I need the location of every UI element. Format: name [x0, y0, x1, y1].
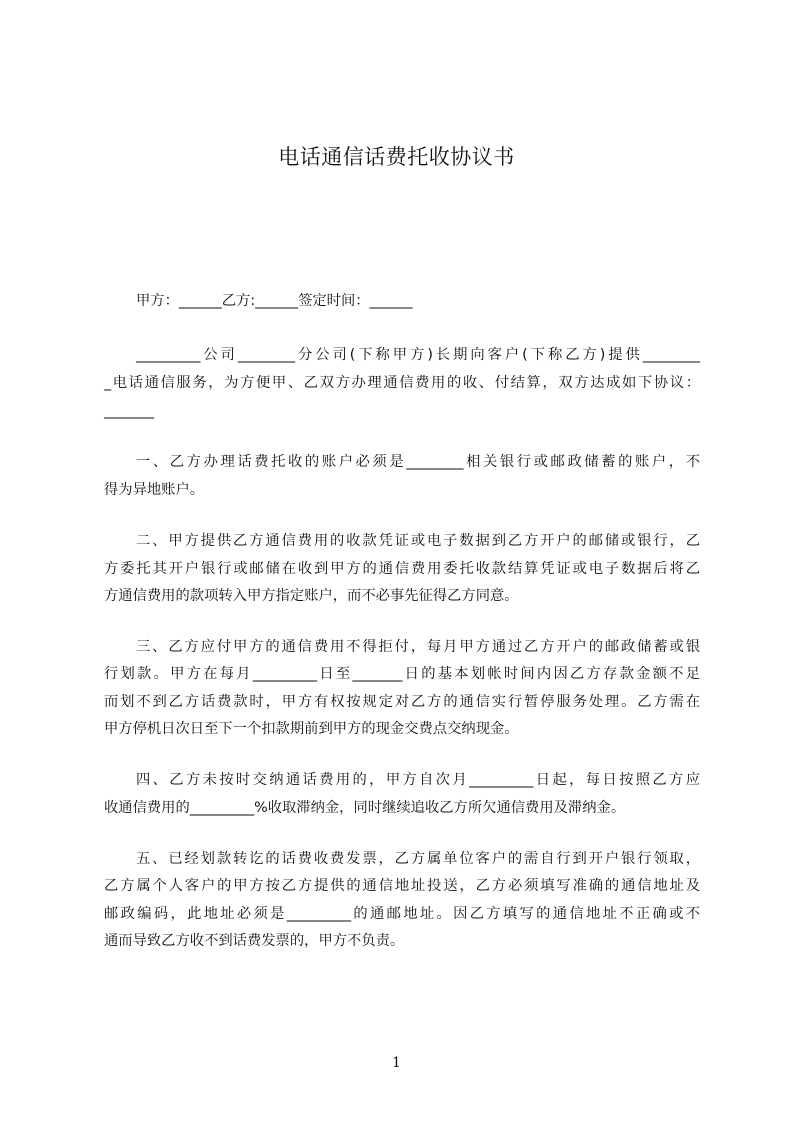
intro-line: _电话通信服务，为方便甲、乙双方办理通信费用的收、付结算，双方达成如下协议：	[104, 375, 700, 391]
document-title: 电话通信话费托收协议书	[278, 145, 515, 169]
page-number: 1	[392, 1055, 401, 1071]
intro-line: _______	[104, 403, 155, 419]
clause-line: 得为异地账户。	[104, 482, 205, 498]
clause-line: 方通信费用的款项转入甲方指定账户，而不必事先征得乙方同意。	[104, 588, 519, 604]
clause-line: 通而导致乙方收不到话费发票的，甲方不负责。	[104, 933, 405, 949]
clause-line: 行划款。甲方在每月_________日至_______日的基本划帐时间内因乙方存款金额不足	[104, 666, 700, 682]
clause-line: 五、已经划款转讫的话费收费发票，乙方属单位客户的需自行到开户银行领取，	[136, 851, 700, 867]
clause-line: 乙方属个人客户的甲方按乙方提供的通信地址投送，乙方必须填写准确的通信地址及	[104, 878, 700, 894]
clause-line: 而划不到乙方话费款时，甲方有权按规定对乙方的通信实行暂停服务处理。乙方需在	[104, 694, 700, 710]
clause-line: 三、乙方应付甲方的通信费用不得拒付，每月甲方通过乙方开户的邮政储蓄或银	[136, 639, 700, 655]
clause-line: 二、甲方提供乙方通信费用的收款凭证或电子数据到乙方开户的邮储或银行，乙	[136, 533, 700, 549]
clause-line: 收通信费用的_________%收取滞纳金，同时继续追收乙方所欠通信费用及滞纳金。	[104, 800, 626, 816]
intro-line: _________公司________分公司(下称甲方)长期向客户(下称乙方)提供________	[136, 347, 700, 363]
clause-line: 邮政编码，此地址必须是_________的通邮地址。因乙方填写的通信地址不正确或不	[104, 906, 700, 922]
clause-line: 四、乙方未按时交纳通话费用的，甲方自次月_________日起，每日按照乙方应	[136, 772, 700, 788]
clause-line: 一、乙方办理话费托收的账户必须是________相关银行或邮政储蓄的账户，不	[136, 454, 700, 470]
clause-line: 方委托其开户银行或邮储在收到甲方的通信费用委托收款结算凭证或电子数据后将乙	[104, 561, 700, 577]
clause-line: 甲方停机日次日至下一个扣款期前到甲方的现金交费点交纳现金。	[104, 721, 519, 737]
parties-line: 甲方：______乙方:______签定时间：______	[136, 293, 413, 309]
